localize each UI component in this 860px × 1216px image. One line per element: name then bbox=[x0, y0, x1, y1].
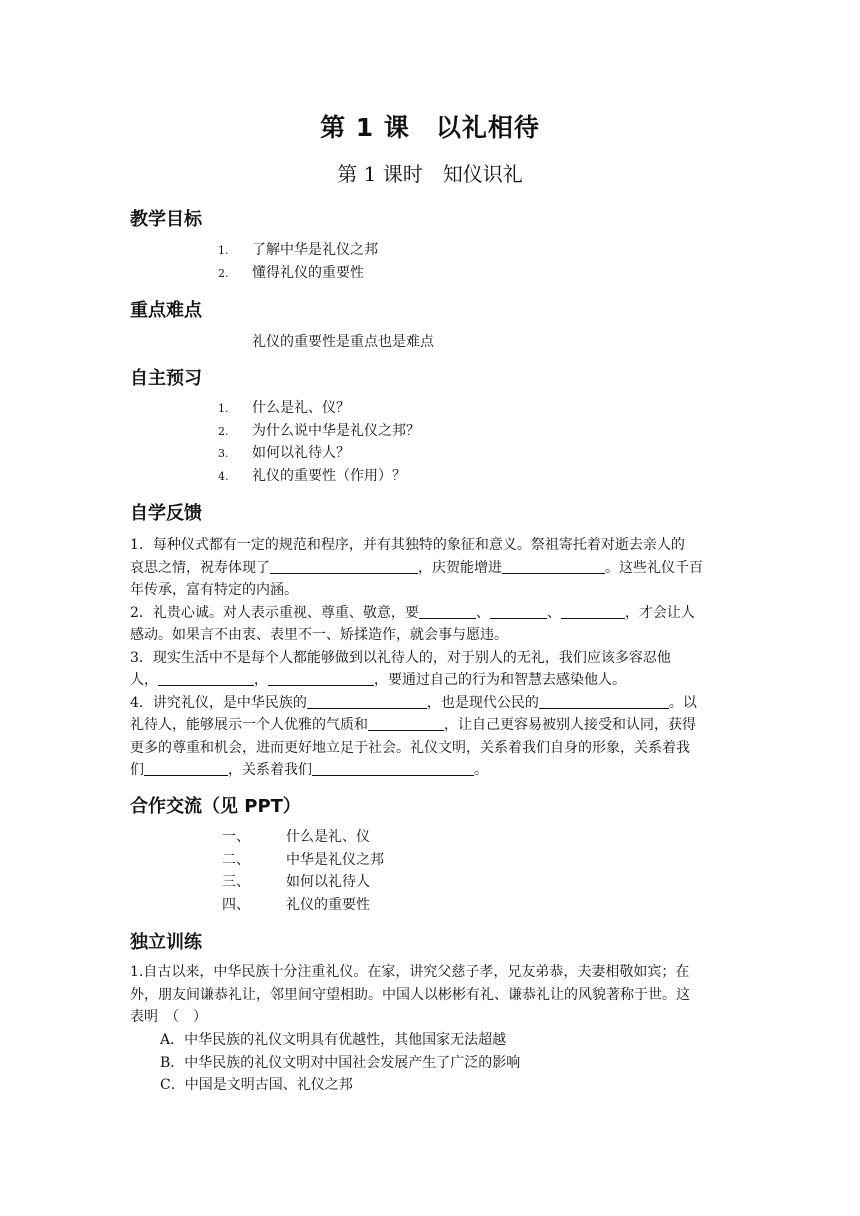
option-a[interactable]: A．中华民族的礼仪文明具有优越性，其他国家无法超越 bbox=[160, 1032, 507, 1048]
item-text: 如何以礼待人？ bbox=[252, 445, 350, 461]
text-span: 、 bbox=[475, 604, 490, 621]
text-line: 1.自古以来，中华民族十分注重礼仪。在家，讲究父慈子孝，兄友弟恭，夫妻相敬如宾；在 bbox=[130, 964, 690, 980]
item-text: 为什么说中华是礼仪之邦？ bbox=[252, 422, 420, 439]
text-line: 年传承，富有特定的内涵。 bbox=[130, 582, 298, 598]
list-item bbox=[218, 420, 420, 443]
heading-preview: 自主预习 bbox=[130, 368, 202, 389]
list-item bbox=[218, 397, 420, 420]
fill-blank[interactable] bbox=[419, 603, 476, 619]
text-span: 4．讲究礼仪，是中华民族的 bbox=[130, 694, 307, 711]
item-text: 礼仪的重要性 bbox=[286, 896, 370, 913]
item-text: 懂得礼仪的重要性 bbox=[252, 264, 364, 281]
text-line bbox=[130, 759, 733, 782]
item-number: 4. bbox=[218, 469, 229, 483]
fill-blank[interactable] bbox=[561, 603, 625, 619]
text-line: 3．现实生活中不是每个人都能够做到以礼待人的，对于别人的无礼，我们应该多容忍他 bbox=[130, 649, 671, 666]
option-b[interactable]: B．中华民族的礼仪文明对中国社会发展产生了广泛的影响 bbox=[160, 1054, 521, 1071]
list-item bbox=[222, 894, 384, 917]
fill-blank[interactable] bbox=[490, 603, 547, 619]
text-line: 表明 （ ） bbox=[130, 1009, 207, 1025]
text-line: 1．每种仪式都有一定的规范和程序，并有其独特的象征和意义。祭祖寄托着对逝去亲人的 bbox=[130, 537, 685, 553]
text-span: ，关系着我们 bbox=[228, 762, 312, 778]
text-span: ，让自己更容易被别人接受和认同，获得 bbox=[444, 717, 696, 733]
preview-list bbox=[218, 397, 420, 487]
list-item bbox=[222, 871, 384, 894]
text-line bbox=[130, 602, 733, 625]
item-text: 礼仪的重要性（作用）？ bbox=[252, 467, 406, 484]
text-span: 们 bbox=[130, 762, 144, 778]
text-span: ， bbox=[254, 672, 268, 688]
item-number: 四、 bbox=[222, 896, 250, 913]
text-span: 2．礼贵心诚。对人表示重视、尊重、敬意，要 bbox=[130, 604, 419, 621]
fill-blank[interactable] bbox=[312, 760, 474, 776]
answer-options bbox=[160, 1029, 520, 1097]
heading-training: 独立训练 bbox=[130, 932, 202, 953]
fill-blank[interactable] bbox=[307, 693, 427, 709]
item-text: 什么是礼、仪 bbox=[286, 829, 370, 845]
item-text: 中华是礼仪之邦 bbox=[286, 851, 384, 868]
text-span: ，庆贺能增进 bbox=[418, 559, 502, 576]
text-line bbox=[130, 557, 733, 580]
fill-blank[interactable] bbox=[368, 715, 444, 731]
fill-blank[interactable] bbox=[268, 670, 374, 686]
text-span: 人， bbox=[130, 672, 158, 688]
heading-goals: 教学目标 bbox=[130, 209, 202, 230]
text-span: ，也是现代公民的 bbox=[426, 694, 539, 711]
item-number: 二、 bbox=[222, 851, 250, 868]
item-number: 2. bbox=[218, 266, 229, 280]
option-c[interactable]: C．中国是文明古国、礼仪之邦 bbox=[160, 1077, 353, 1093]
fill-blank[interactable] bbox=[144, 760, 228, 776]
cooperation-list bbox=[222, 826, 384, 916]
list-item bbox=[218, 239, 378, 262]
list-item bbox=[222, 849, 384, 872]
feedback-paragraph bbox=[130, 534, 733, 782]
item-text: 了解中华是礼仪之邦 bbox=[252, 242, 378, 258]
text-span: ，才会让人 bbox=[624, 604, 695, 621]
list-item bbox=[218, 465, 420, 488]
text-line bbox=[130, 669, 733, 692]
list-item bbox=[222, 826, 384, 849]
text-span: ，要通过自己的行为和智慧去感染他人。 bbox=[374, 672, 626, 688]
text-span: 、 bbox=[546, 604, 561, 621]
list-item bbox=[218, 442, 420, 465]
item-text: 什么是礼、仪？ bbox=[252, 400, 350, 416]
item-number: 一、 bbox=[222, 829, 250, 845]
fill-blank[interactable] bbox=[502, 558, 605, 574]
text-line bbox=[130, 692, 733, 715]
lesson-subtitle: 第 1 课时 知仪识礼 bbox=[337, 162, 523, 186]
item-text: 如何以礼待人 bbox=[286, 874, 370, 890]
heading-cooperation: 合作交流（见 PPT） bbox=[130, 796, 301, 817]
lesson-title: 第 1 课 以礼相待 bbox=[320, 113, 540, 142]
text-line: 更多的尊重和机会，进而更好地立足于社会。礼仪文明，关系着我们自身的形象，关系着我 bbox=[130, 739, 690, 756]
heading-feedback: 自学反馈 bbox=[130, 503, 202, 524]
fill-blank[interactable] bbox=[158, 670, 254, 686]
text-line: 外，朋友间谦恭礼让，邻里间守望相助。中国人以彬彬有礼、谦恭礼让的风貌著称于世。这 bbox=[130, 986, 690, 1003]
key-points-text: 礼仪的重要性是重点也是难点 bbox=[252, 334, 434, 350]
text-span: 礼待人，能够展示一个人优雅的气质和 bbox=[130, 717, 368, 733]
text-span: 。 bbox=[474, 762, 488, 778]
training-question bbox=[130, 961, 733, 1029]
item-number: 1. bbox=[218, 402, 229, 415]
heading-key-points: 重点难点 bbox=[130, 300, 202, 321]
text-span: 。这些礼仪千百 bbox=[605, 559, 703, 576]
item-number: 1. bbox=[218, 244, 229, 257]
text-span: 哀思之情，祝寿体现了 bbox=[130, 559, 270, 576]
fill-blank[interactable] bbox=[270, 558, 418, 574]
text-line bbox=[130, 714, 733, 737]
text-span: 。以 bbox=[668, 694, 697, 711]
item-number: 三、 bbox=[222, 874, 250, 890]
item-number: 2. bbox=[218, 424, 229, 438]
fill-blank[interactable] bbox=[539, 693, 669, 709]
goals-list bbox=[218, 239, 378, 284]
text-line: 感动。如果言不由衷、表里不一、矫揉造作，就会事与愿违。 bbox=[130, 627, 508, 643]
item-number: 3. bbox=[218, 447, 229, 460]
list-item bbox=[218, 262, 378, 285]
